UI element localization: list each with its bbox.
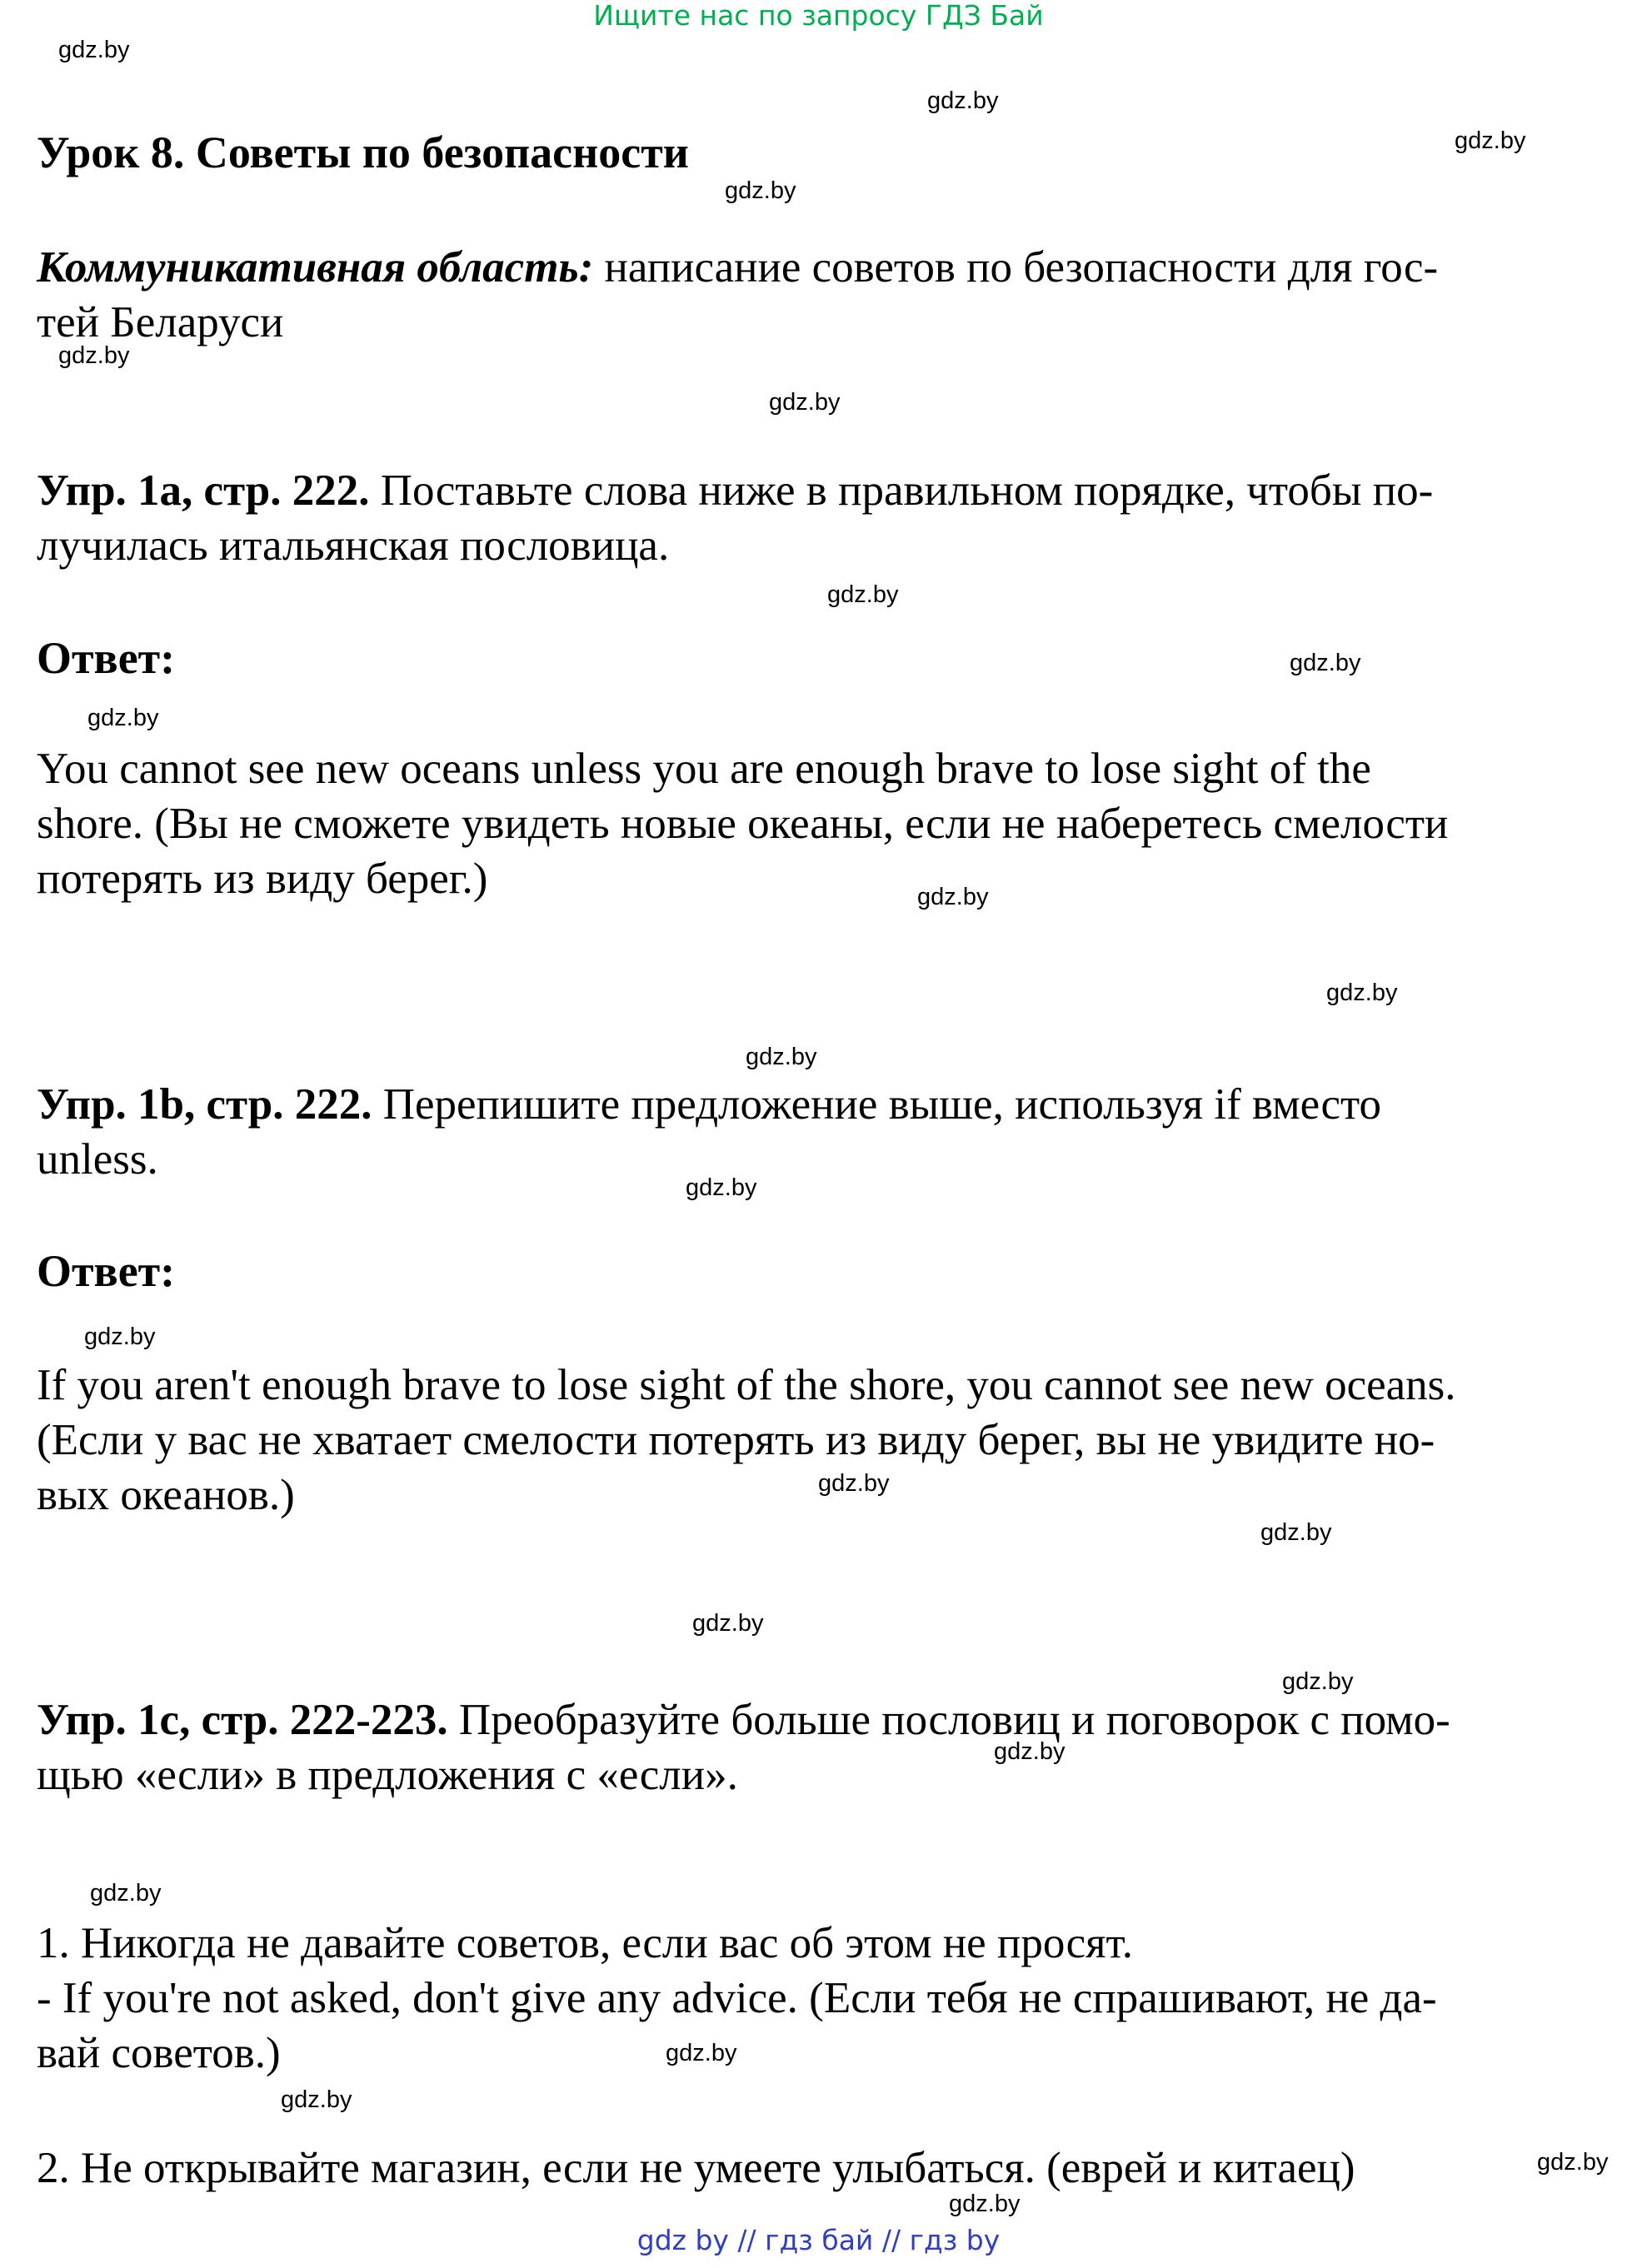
watermark: gdz.by: [58, 37, 130, 63]
answer-line: shore. (Вы не сможете увидеть новые океаны, если не наберетесь смелости: [37, 800, 1449, 848]
communicative-line-2: тей Беларуси: [37, 298, 284, 346]
exercise-1b-answer: [37, 1358, 1603, 1523]
communicative-line-1: [37, 240, 1603, 295]
watermark: gdz.by: [917, 884, 989, 910]
watermark: gdz.by: [686, 1174, 757, 1201]
exercise-1c-item-1: [37, 1916, 1603, 2081]
item-answer-line: вай советов.): [37, 2029, 281, 2077]
exercise-1c-text: Преобразуйте больше пословиц и поговорок с помо-: [447, 1696, 1450, 1744]
watermark: gdz.by: [1260, 1519, 1332, 1546]
watermark: gdz.by: [281, 2086, 352, 2113]
watermark: gdz.by: [1282, 1668, 1354, 1695]
exercise-1b-line-2: unless.: [37, 1135, 158, 1184]
exercise-1c-label: Упр. 1c, стр. 222-223.: [37, 1696, 448, 1744]
watermark: gdz.by: [90, 1880, 162, 1907]
answer-line: вых океанов.): [37, 1471, 295, 1519]
communicative-area: [37, 240, 1603, 350]
watermark: gdz.by: [818, 1470, 890, 1497]
exercise-1c-line-1: [37, 1692, 1603, 1747]
lesson-title: Урок 8. Советы по безопасности: [37, 127, 689, 177]
watermark: gdz.by: [769, 389, 841, 416]
answer-line: потерять из виду берег.): [37, 855, 488, 903]
exercise-1a-label: Упр. 1a, стр. 222.: [37, 466, 370, 515]
watermark: gdz.by: [1326, 979, 1398, 1006]
watermark: gdz.by: [58, 342, 130, 369]
watermark: gdz.by: [87, 705, 159, 731]
watermark: gdz.by: [949, 2191, 1021, 2217]
exercise-1c-task: [37, 1692, 1603, 1802]
watermark: gdz.by: [84, 1323, 156, 1350]
answer-line: If you aren't enough brave to lose sight of the shore, you cannot see new oceans.: [37, 1361, 1456, 1409]
watermark: gdz.by: [827, 581, 899, 608]
watermark: gdz.by: [1290, 650, 1361, 676]
answer-line: (Если у вас не хватает смелости потерять из виду берег, вы не увидите но-: [37, 1416, 1435, 1464]
item-question: 1. Никогда не давайте советов, если вас об этом не просят.: [37, 1919, 1133, 1967]
watermark: gdz.by: [666, 2040, 737, 2066]
exercise-1b-task: [37, 1077, 1603, 1187]
exercise-1b-text: Перепишите предложение выше, используя if вместо: [372, 1080, 1381, 1129]
communicative-label: Коммуникативная область:: [37, 243, 594, 292]
exercise-1a-line-2: лучилась итальянская пословица.: [37, 521, 670, 570]
watermark: gdz.by: [725, 177, 796, 204]
watermark: gdz.by: [927, 87, 999, 114]
header-search-note: Ищите нас по запросу ГДЗ Бай: [593, 0, 1044, 32]
watermark: gdz.by: [692, 1610, 764, 1637]
watermark: gdz.by: [994, 1738, 1066, 1765]
item-answer-line: - If you're not asked, don't give any advice. (Если тебя не спрашивают, не да-: [37, 1974, 1437, 2022]
exercise-1b-label: Упр. 1b, стр. 222.: [37, 1080, 372, 1129]
answer-line: You cannot see new oceans unless you are enough brave to lose sight of the: [37, 745, 1371, 793]
exercise-1b-answer-label: Ответ:: [37, 1246, 176, 1296]
watermark: gdz.by: [1455, 127, 1526, 154]
exercise-1a-answer-label: Ответ:: [37, 633, 176, 683]
exercise-1c-item-2: [37, 2141, 1503, 2196]
exercise-1a-text: Поставьте слова ниже в правильном порядке, чтобы по-: [369, 466, 1434, 515]
exercise-1a-line-1: [37, 463, 1603, 518]
watermark: gdz.by: [1537, 2149, 1609, 2176]
watermark: gdz.by: [746, 1044, 817, 1070]
exercise-1b-line-1: [37, 1077, 1603, 1132]
item-question: 2. Не открывайте магазин, если не умеете улыбаться. (еврей и китаец): [37, 2144, 1355, 2192]
exercise-1a-answer: [37, 741, 1603, 906]
exercise-1a-task: [37, 463, 1603, 573]
exercise-1c-line-2: щью «если» в предложения с «если».: [37, 1751, 738, 1799]
footer-links-note: gdz by // гдз бай // гдз by: [636, 2224, 1001, 2256]
communicative-text: написание советов по безопасности для гос-: [593, 243, 1439, 292]
